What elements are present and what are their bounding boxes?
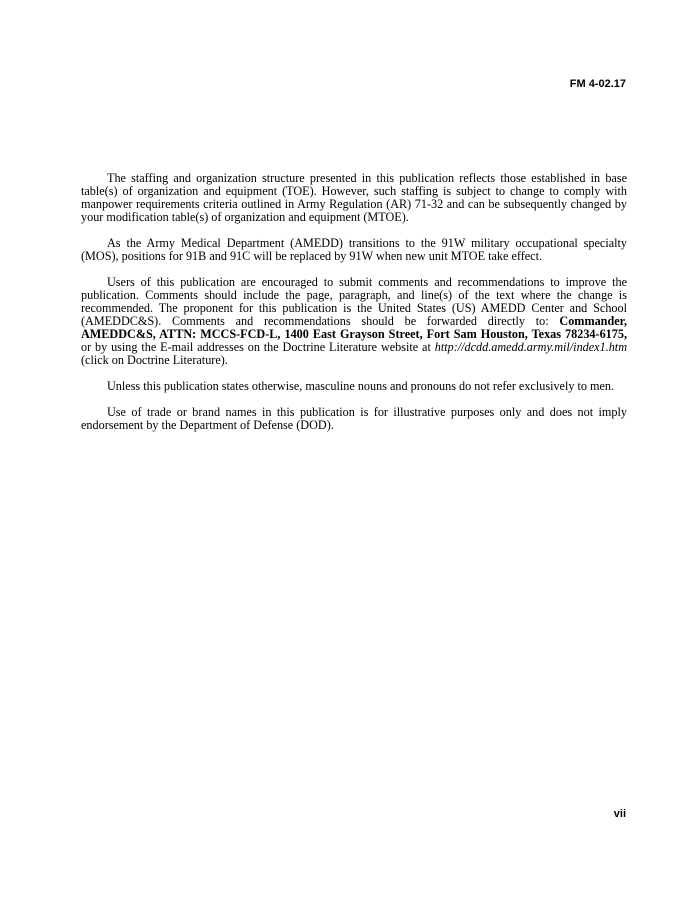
proponent-address: Commander, AMEDDC&S, ATTN: MCCS-FCD-L, 1400 East Grayson Street, Fort Sam Houston, Texas 78234-6175, [81, 314, 627, 341]
paragraph-trade-names: Use of trade or brand names in this publication is for illustrative purposes only and does not imply endorsement by the Department of Defense (DOD). [81, 405, 627, 432]
preface-body [81, 172, 627, 445]
comments-text-part3: (click on Doctrine Literature). [81, 353, 228, 367]
page-number: vii [613, 808, 626, 820]
comments-text-part1: Users of this publication are encouraged to submit comments and recommendations to improve the publication. Comments should include the page, paragraph, and line(s) of the text where the change is recommended. The proponent for this publication is the United States (US) AMEDD Center and School (AMEDDC&S). Comments and recommendations should be forwarded directly to: [81, 275, 627, 328]
paragraph-staffing: The staffing and organization structure presented in this publication reflects those established in base table(s) of organization and equipment (TOE). However, such staffing is subject to change to comply with manpower requirements criteria outlined in Army Regulation (AR) 71-32 and can be subsequently changed by your modification table(s) of organization and equipment (MTOE). [81, 171, 627, 224]
doctrine-website-link[interactable]: http://dcdd.amedd.army.mil/index1.htm [434, 340, 627, 354]
comments-text-part2: or by using the E-mail addresses on the Doctrine Literature website at [81, 340, 435, 354]
paragraph-comments [81, 276, 627, 367]
paragraph-amedd-transition: As the Army Medical Department (AMEDD) transitions to the 91W military occupational specialty (MOS), positions for 91B and 91C will be replaced by 91W when new unit MTOE take effect. [81, 236, 627, 263]
paragraph-gender-nouns: Unless this publication states otherwise, masculine nouns and pronouns do not refer exclusively to men. [107, 379, 615, 393]
document-id-header: FM 4-02.17 [569, 78, 626, 90]
